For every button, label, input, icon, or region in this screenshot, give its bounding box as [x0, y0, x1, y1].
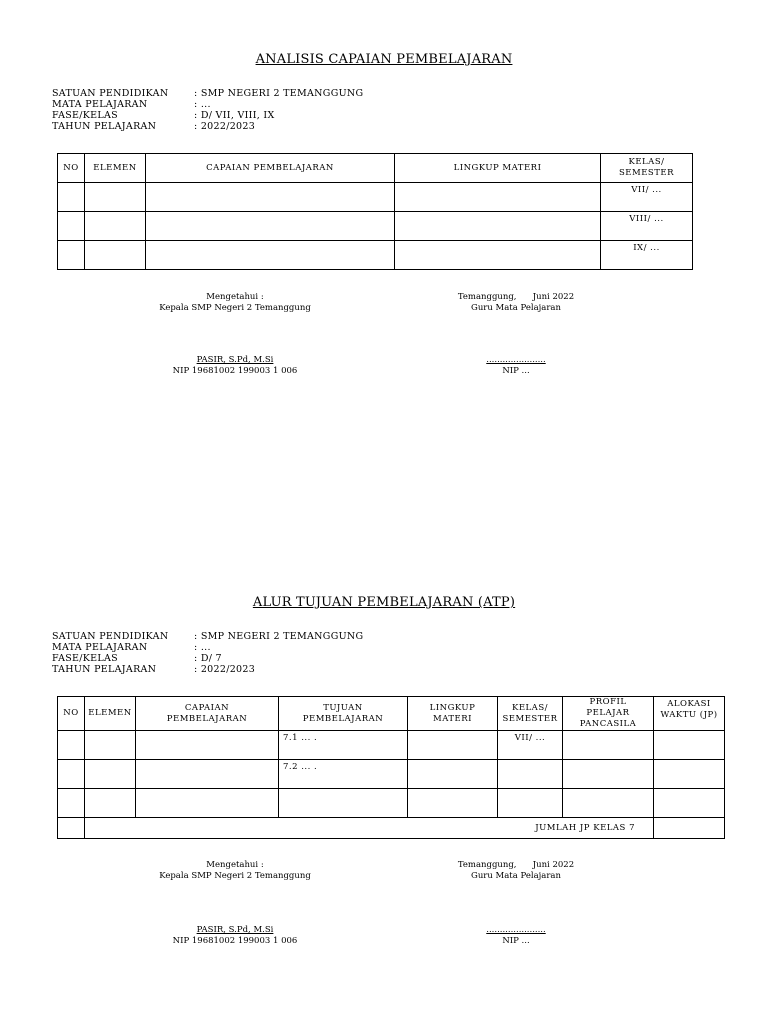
cell-lingkup[interactable]	[408, 789, 498, 818]
cell-kelas[interactable]: IX/ ...	[601, 241, 693, 270]
doc2-meta	[52, 631, 363, 675]
doc1-title: ANALISIS CAPAIAN PEMBELAJARAN	[255, 52, 513, 67]
sig-position: Guru Mata Pelajaran	[471, 303, 561, 313]
cell-capaian[interactable]	[136, 789, 279, 818]
cell-capaian[interactable]	[136, 760, 279, 789]
cell-no[interactable]	[58, 183, 85, 212]
doc1-meta	[52, 88, 363, 132]
header-tujuan-line1: TUJUAN	[323, 702, 363, 713]
doc1-cp-table	[57, 153, 693, 270]
cell-elemen[interactable]	[85, 212, 146, 241]
meta-row-mapel	[52, 99, 363, 110]
header-lingkup: LINGKUP MATERI	[395, 154, 601, 183]
cell-capaian[interactable]	[136, 731, 279, 760]
total-label: JUMLAH JP KELAS 7	[85, 818, 654, 839]
total-row	[58, 818, 725, 839]
cell-alokasi[interactable]	[654, 731, 725, 760]
cell-alokasi[interactable]	[654, 760, 725, 789]
cell-lingkup[interactable]	[395, 212, 601, 241]
cell-kelas[interactable]: VII/ ...	[601, 183, 693, 212]
header-kelas-line2: SEMESTER	[618, 168, 675, 178]
sig-know-label: Mengetahui :	[206, 860, 264, 870]
cell-lingkup[interactable]	[408, 760, 498, 789]
sig-name: PASIR, S.Pd, M.Si	[196, 355, 274, 365]
cell-tujuan[interactable]: 7.1 ... .	[279, 731, 408, 760]
header-tujuan-line2: PEMBELAJARAN	[302, 713, 384, 724]
meta-value: : ...	[194, 99, 211, 110]
meta-value: : ...	[194, 642, 211, 653]
table-row	[58, 241, 693, 270]
meta-label: TAHUN PELAJARAN	[52, 121, 157, 132]
header-kelas-line2: SEMESTER	[502, 713, 558, 724]
cell-tujuan[interactable]	[279, 789, 408, 818]
meta-row-satuan	[52, 88, 363, 99]
cell-elemen[interactable]	[85, 731, 136, 760]
meta-label: FASE/KELAS	[52, 110, 118, 121]
cell-profil[interactable]	[563, 760, 654, 789]
cell-capaian[interactable]	[146, 241, 395, 270]
sig-name: ......................	[486, 355, 546, 365]
cell-lingkup[interactable]	[395, 241, 601, 270]
meta-value: : SMP NEGERI 2 TEMANGGUNG	[194, 88, 364, 99]
doc2-signature-right-name	[416, 925, 616, 947]
meta-row-fase	[52, 110, 363, 121]
sig-place-date: Temanggung, Juni 2022	[457, 292, 575, 302]
table-row	[58, 789, 725, 818]
meta-row-fase	[52, 653, 363, 664]
doc1-signature-left	[135, 292, 335, 314]
header-capaian: CAPAIAN PEMBELAJARAN	[146, 154, 395, 183]
sig-nip: NIP 19681002 199003 1 006	[172, 366, 298, 376]
doc1-signature-left-name	[135, 355, 335, 377]
sig-know-label: Mengetahui :	[206, 292, 264, 302]
header-lingkup-line2: MATERI	[432, 713, 472, 724]
header-elemen: ELEMEN	[85, 697, 136, 731]
meta-value: : 2022/2023	[194, 664, 256, 675]
table-header-row	[58, 697, 725, 731]
header-lingkup-line1: LINGKUP	[429, 702, 476, 713]
meta-row-tahun	[52, 664, 363, 675]
cell-profil[interactable]	[563, 731, 654, 760]
meta-value: : SMP NEGERI 2 TEMANGGUNG	[194, 631, 364, 642]
meta-label: TAHUN PELAJARAN	[52, 664, 157, 675]
cell-no[interactable]	[58, 212, 85, 241]
doc2-atp-table	[57, 696, 725, 839]
meta-label: MATA PELAJARAN	[52, 642, 148, 653]
table-row	[58, 731, 725, 760]
cell-no[interactable]	[58, 789, 85, 818]
sig-position: Guru Mata Pelajaran	[471, 871, 561, 881]
cell-elemen[interactable]	[85, 789, 136, 818]
cell-alokasi[interactable]	[654, 789, 725, 818]
header-alokasi-line2: WAKTU (JP)	[660, 710, 718, 720]
header-kelas-line1: KELAS/	[628, 157, 665, 167]
table-row	[58, 212, 693, 241]
cell-kelas[interactable]: VII/ ...	[498, 731, 563, 760]
table-row	[58, 760, 725, 789]
meta-row-tahun	[52, 121, 363, 132]
header-tujuan	[279, 697, 408, 731]
total-value[interactable]	[654, 818, 725, 839]
cell-kelas[interactable]	[498, 789, 563, 818]
header-profil-line2: PELAJAR	[586, 708, 630, 718]
header-kelas-line1: KELAS/	[511, 702, 549, 713]
header-profil-line3: PANCASILA	[579, 719, 637, 729]
header-capaian-line1: CAPAIAN	[184, 702, 230, 713]
doc1-signature-right-name	[416, 355, 616, 377]
cell-lingkup[interactable]	[395, 183, 601, 212]
header-profil	[563, 697, 654, 731]
table-header-row	[58, 154, 693, 183]
header-capaian-line2: PEMBELAJARAN	[166, 713, 248, 724]
header-lingkup	[408, 697, 498, 731]
sig-nip: NIP ...	[502, 366, 530, 376]
table-row	[58, 183, 693, 212]
cell-no	[58, 818, 85, 839]
cell-no[interactable]	[58, 241, 85, 270]
cell-no[interactable]	[58, 760, 85, 789]
header-alokasi-line1: ALOKASI	[667, 699, 711, 709]
sig-position: Kepala SMP Negeri 2 Temanggung	[159, 303, 311, 313]
sig-nip: NIP ...	[502, 936, 530, 946]
cell-elemen[interactable]	[85, 241, 146, 270]
meta-label: MATA PELAJARAN	[52, 99, 148, 110]
sig-name: PASIR, S.Pd, M.Si	[196, 925, 274, 935]
doc2-signature-left-name	[135, 925, 335, 947]
cell-lingkup[interactable]	[408, 731, 498, 760]
meta-row-mapel	[52, 642, 363, 653]
header-no: NO	[58, 697, 85, 731]
sig-name: ......................	[486, 925, 546, 935]
sig-nip: NIP 19681002 199003 1 006	[172, 936, 298, 946]
meta-label: SATUAN PENDIDIKAN	[52, 88, 169, 99]
header-no: NO	[58, 154, 85, 183]
cell-elemen[interactable]	[85, 760, 136, 789]
header-capaian	[136, 697, 279, 731]
doc1-signature-right	[416, 292, 616, 314]
doc2-title: ALUR TUJUAN PEMBELAJARAN (ATP)	[252, 595, 516, 610]
header-alokasi	[654, 697, 725, 731]
cell-no[interactable]	[58, 731, 85, 760]
cell-profil[interactable]	[563, 789, 654, 818]
meta-value: : 2022/2023	[194, 121, 256, 132]
doc2-signature-right	[416, 860, 616, 882]
cell-kelas[interactable]: VIII/ ...	[601, 212, 693, 241]
cell-kelas[interactable]	[498, 760, 563, 789]
meta-value: : D/ VII, VIII, IX	[194, 110, 275, 121]
sig-position: Kepala SMP Negeri 2 Temanggung	[159, 871, 311, 881]
cell-elemen[interactable]	[85, 183, 146, 212]
header-elemen: ELEMEN	[85, 154, 146, 183]
header-kelas	[498, 697, 563, 731]
header-kelas	[601, 154, 693, 183]
cell-capaian[interactable]	[146, 212, 395, 241]
meta-label: SATUAN PENDIDIKAN	[52, 631, 169, 642]
header-profil-line1: PROFIL	[589, 697, 627, 707]
doc2-signature-left	[135, 860, 335, 882]
meta-row-satuan	[52, 631, 363, 642]
meta-value: : D/ 7	[194, 653, 222, 664]
meta-label: FASE/KELAS	[52, 653, 118, 664]
cell-tujuan[interactable]: 7.2 ... .	[279, 760, 408, 789]
cell-capaian[interactable]	[146, 183, 395, 212]
sig-place-date: Temanggung, Juni 2022	[457, 860, 575, 870]
